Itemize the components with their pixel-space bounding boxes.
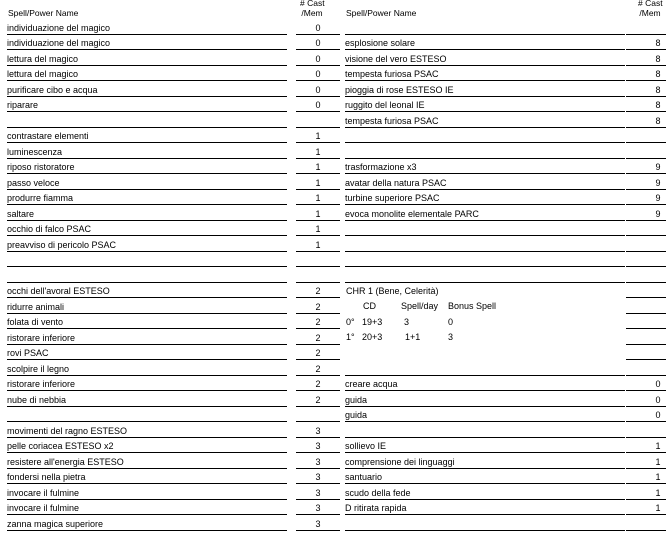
cast-count — [626, 314, 666, 329]
cast-count-value: 1 — [315, 162, 321, 172]
spell-name: D ritirata rapida — [345, 500, 625, 515]
spell-name: trasformazione x3 — [345, 159, 625, 174]
cast-count — [626, 252, 666, 267]
cast-count-value: 0 — [315, 100, 321, 110]
cast-count — [626, 268, 666, 283]
cast-count — [296, 221, 340, 236]
spell-name: creare acqua — [345, 376, 625, 391]
spell-name: resistere all'energia ESTESO — [7, 454, 287, 469]
left-cast-header — [300, 0, 324, 18]
spell-name — [7, 268, 287, 283]
cast-count — [626, 454, 666, 469]
spell-name: ristorare inferiore — [7, 376, 287, 391]
spell-name: scolpire il legno — [7, 361, 287, 376]
cast-count-value: 0 — [315, 69, 321, 79]
cast-count-value: 0 — [655, 394, 661, 405]
cast-count-value: 2 — [315, 348, 321, 358]
chr-row1-bonus: 3 — [448, 332, 454, 342]
cast-count — [296, 190, 340, 205]
cast-count-value: 3 — [315, 518, 321, 529]
cast-count — [626, 299, 666, 314]
cast-count-value: 8 — [655, 53, 661, 64]
cast-count — [626, 82, 666, 97]
cast-count — [296, 35, 340, 50]
spell-name: visione del vero ESTESO — [345, 51, 625, 66]
cast-count — [626, 469, 666, 484]
cast-count-value: 1 — [315, 131, 321, 141]
cast-count-value: 1 — [315, 146, 321, 157]
cast-count — [296, 206, 340, 221]
cast-count — [626, 159, 666, 174]
right-cast-header-text: # Cast /Mem — [638, 0, 663, 18]
spell-name: preavviso di pericolo PSAC — [7, 237, 287, 252]
cast-count — [296, 516, 340, 531]
cast-count-value: 3 — [315, 503, 321, 513]
spell-name: evoca monolite elementale PARC — [345, 206, 625, 221]
cast-count-value: 2 — [315, 363, 321, 374]
spell-name: occhi dell'avoral ESTESO — [7, 283, 287, 298]
left-cast-header-text: # Cast /Mem — [300, 0, 325, 18]
cast-count-value: 3 — [315, 456, 321, 467]
cast-count-value: 0 — [315, 53, 321, 64]
cast-count-value: 1 — [315, 208, 321, 219]
cast-count-value: 1 — [315, 177, 321, 188]
spell-name: avatar della natura PSAC — [345, 175, 625, 190]
cast-count — [626, 485, 666, 500]
cast-count-value: 3 — [315, 441, 321, 451]
cast-count — [626, 206, 666, 221]
spell-name: esplosione solare — [345, 35, 625, 50]
spell-name: fondersi nella pietra — [7, 469, 287, 484]
cast-count — [626, 376, 666, 391]
spell-name: pioggia di rose ESTESO IE — [345, 82, 625, 97]
spell-name: lettura del magico — [7, 66, 287, 81]
chr-header-bonus: Bonus Spell — [448, 301, 497, 311]
cast-count-value: 3 — [315, 487, 321, 498]
spell-name: purificare cibo e acqua — [7, 82, 287, 97]
cast-count — [296, 438, 340, 453]
cast-count-value: 1 — [655, 503, 661, 513]
spell-name: folata di vento — [7, 314, 287, 329]
cast-count-value: 2 — [315, 379, 321, 389]
cast-count — [296, 392, 340, 407]
chr-title: CHR 1 (Bene, Celerità) — [346, 286, 439, 296]
cast-count-value: 0 — [315, 84, 321, 95]
cast-count — [296, 66, 340, 81]
spell-name: comprensione dei linguaggi — [345, 454, 625, 469]
cast-count-value: 3 — [315, 472, 321, 482]
cast-count-value: 1 — [655, 487, 661, 498]
cast-count — [626, 283, 666, 298]
spell-name: turbine superiore PSAC — [345, 190, 625, 205]
cast-count — [626, 113, 666, 128]
spell-name — [345, 20, 625, 35]
spell-name — [7, 252, 287, 267]
spell-name: scudo della fede — [345, 485, 625, 500]
cast-count-value: 0 — [315, 22, 321, 33]
spell-name: guida — [345, 407, 625, 422]
spell-name: luminescenza — [7, 144, 287, 159]
spell-name: contrastare elementi — [7, 128, 287, 143]
spell-name: rovi PSAC — [7, 345, 287, 360]
cast-count — [626, 20, 666, 35]
cast-count — [626, 35, 666, 50]
spell-name — [345, 423, 625, 438]
cast-count — [626, 175, 666, 190]
chr-row0-cd: 19+3 — [362, 317, 383, 327]
cast-count — [296, 500, 340, 515]
spell-name: ruggito del leonal IE — [345, 97, 625, 112]
cast-count-value: 2 — [315, 301, 321, 312]
cast-count-value: 0 — [655, 379, 661, 389]
chr-row1-cd: 20+3 — [362, 332, 383, 342]
spell-name: zanna magica superiore — [7, 516, 287, 531]
spell-name — [345, 221, 625, 236]
chr-row1-level: 1° — [346, 332, 355, 342]
cast-count-value: 0 — [655, 410, 661, 420]
spell-name — [345, 346, 625, 360]
cast-count — [296, 361, 340, 376]
spell-name — [345, 268, 625, 283]
cast-count-value: 8 — [655, 84, 661, 95]
chr-row1-spellday: 1+1 — [405, 332, 421, 342]
cast-count-value: 0 — [315, 38, 321, 48]
cast-count — [626, 500, 666, 515]
cast-count — [296, 144, 340, 159]
cast-count — [296, 51, 340, 66]
cast-count — [626, 144, 666, 159]
spell-name — [345, 144, 625, 159]
cast-count-value: 2 — [315, 317, 321, 327]
cast-count — [296, 469, 340, 484]
spell-name: passo veloce — [7, 175, 287, 190]
right-cast-header — [638, 0, 662, 18]
left-name-header: Spell/Power Name — [8, 8, 79, 18]
cast-count — [626, 438, 666, 453]
cast-count — [626, 51, 666, 66]
cast-count — [626, 423, 666, 438]
cast-count — [296, 20, 340, 35]
cast-count — [296, 237, 340, 252]
cast-count — [626, 392, 666, 407]
cast-count-value: 1 — [655, 472, 661, 482]
cast-count — [296, 376, 340, 391]
cast-count — [296, 113, 340, 128]
cast-count — [296, 128, 340, 143]
spell-name — [7, 113, 287, 128]
cast-count-value: 2 — [315, 332, 321, 343]
cast-count-value: 8 — [655, 38, 661, 48]
cast-count-value: 2 — [315, 286, 321, 296]
spell-name: riparare — [7, 97, 287, 112]
spell-name: individuazione del magico — [7, 20, 287, 35]
cast-count-value: 1 — [655, 441, 661, 451]
cast-count-value: 3 — [315, 425, 321, 436]
spell-name: movimenti del ragno ESTESO — [7, 423, 287, 438]
chr-row0-spellday: 3 — [404, 317, 410, 327]
spell-name: riposo ristoratore — [7, 159, 287, 174]
chr-header-cd: CD — [363, 301, 376, 311]
cast-count-value: 9 — [655, 208, 661, 219]
spell-name — [345, 252, 625, 267]
spell-name — [345, 315, 625, 329]
cast-count-value: 1 — [655, 456, 661, 467]
spell-name — [345, 516, 625, 531]
cast-count — [626, 516, 666, 531]
spell-name: lettura del magico — [7, 51, 287, 66]
cast-count-value: 9 — [655, 177, 661, 188]
cast-count — [296, 345, 340, 360]
spell-name: ridurre animali — [7, 299, 287, 314]
chr-row0-level: 0° — [346, 317, 355, 327]
cast-count — [626, 221, 666, 236]
spell-name: invocare il fulmine — [7, 500, 287, 515]
chr-header-spellday: Spell/day — [401, 301, 439, 311]
spell-name: individuazione del magico — [7, 35, 287, 50]
cast-count — [296, 454, 340, 469]
cast-count-value: 1 — [315, 239, 321, 250]
spell-name: produrre fiamma — [7, 190, 287, 205]
cast-count-value: 9 — [655, 193, 661, 203]
cast-count-value: 8 — [655, 69, 661, 79]
spell-name — [345, 128, 625, 143]
spell-name: tempesta furiosa PSAC — [345, 66, 625, 81]
cast-count — [626, 97, 666, 112]
cast-count — [296, 97, 340, 112]
cast-count-value: 1 — [315, 193, 321, 203]
spell-name: invocare il fulmine — [7, 485, 287, 500]
cast-count — [626, 66, 666, 81]
cast-count — [296, 252, 340, 267]
cast-count — [296, 159, 340, 174]
spell-name: occhio di falco PSAC — [7, 221, 287, 236]
spell-name — [345, 331, 625, 345]
cast-count — [626, 407, 666, 422]
chr-row0-bonus: 0 — [448, 317, 454, 327]
cast-count — [626, 237, 666, 252]
spell-name: pelle coriacea ESTESO x2 — [7, 438, 287, 453]
spell-name: nube di nebbia — [7, 392, 287, 407]
cast-count-value: 9 — [655, 162, 661, 172]
cast-count-value: 1 — [315, 224, 321, 234]
cast-count — [626, 190, 666, 205]
cast-count — [296, 330, 340, 345]
spell-name: santuario — [345, 469, 625, 484]
spell-name — [7, 407, 287, 422]
cast-count — [296, 268, 340, 283]
right-name-header: Spell/Power Name — [346, 8, 417, 18]
spell-name: tempesta furiosa PSAC — [345, 113, 625, 128]
cast-count — [296, 299, 340, 314]
spell-name: sollievo IE — [345, 438, 625, 453]
spell-name — [345, 361, 625, 376]
cast-count — [296, 175, 340, 190]
cast-count — [296, 423, 340, 438]
cast-count — [296, 485, 340, 500]
cast-count-value: 2 — [315, 394, 321, 405]
spell-name: guida — [345, 392, 625, 407]
spell-name — [345, 237, 625, 252]
cast-count — [296, 82, 340, 97]
cast-count-value: 8 — [655, 115, 661, 126]
spell-name: ristorare inferiore — [7, 330, 287, 345]
cast-count — [296, 314, 340, 329]
cast-count — [296, 407, 340, 422]
cast-count — [626, 128, 666, 143]
cast-count — [626, 330, 666, 345]
spell-name: saltare — [7, 206, 287, 221]
cast-count — [626, 345, 666, 360]
cast-count-value: 8 — [655, 100, 661, 110]
cast-count — [626, 361, 666, 376]
cast-count — [296, 283, 340, 298]
